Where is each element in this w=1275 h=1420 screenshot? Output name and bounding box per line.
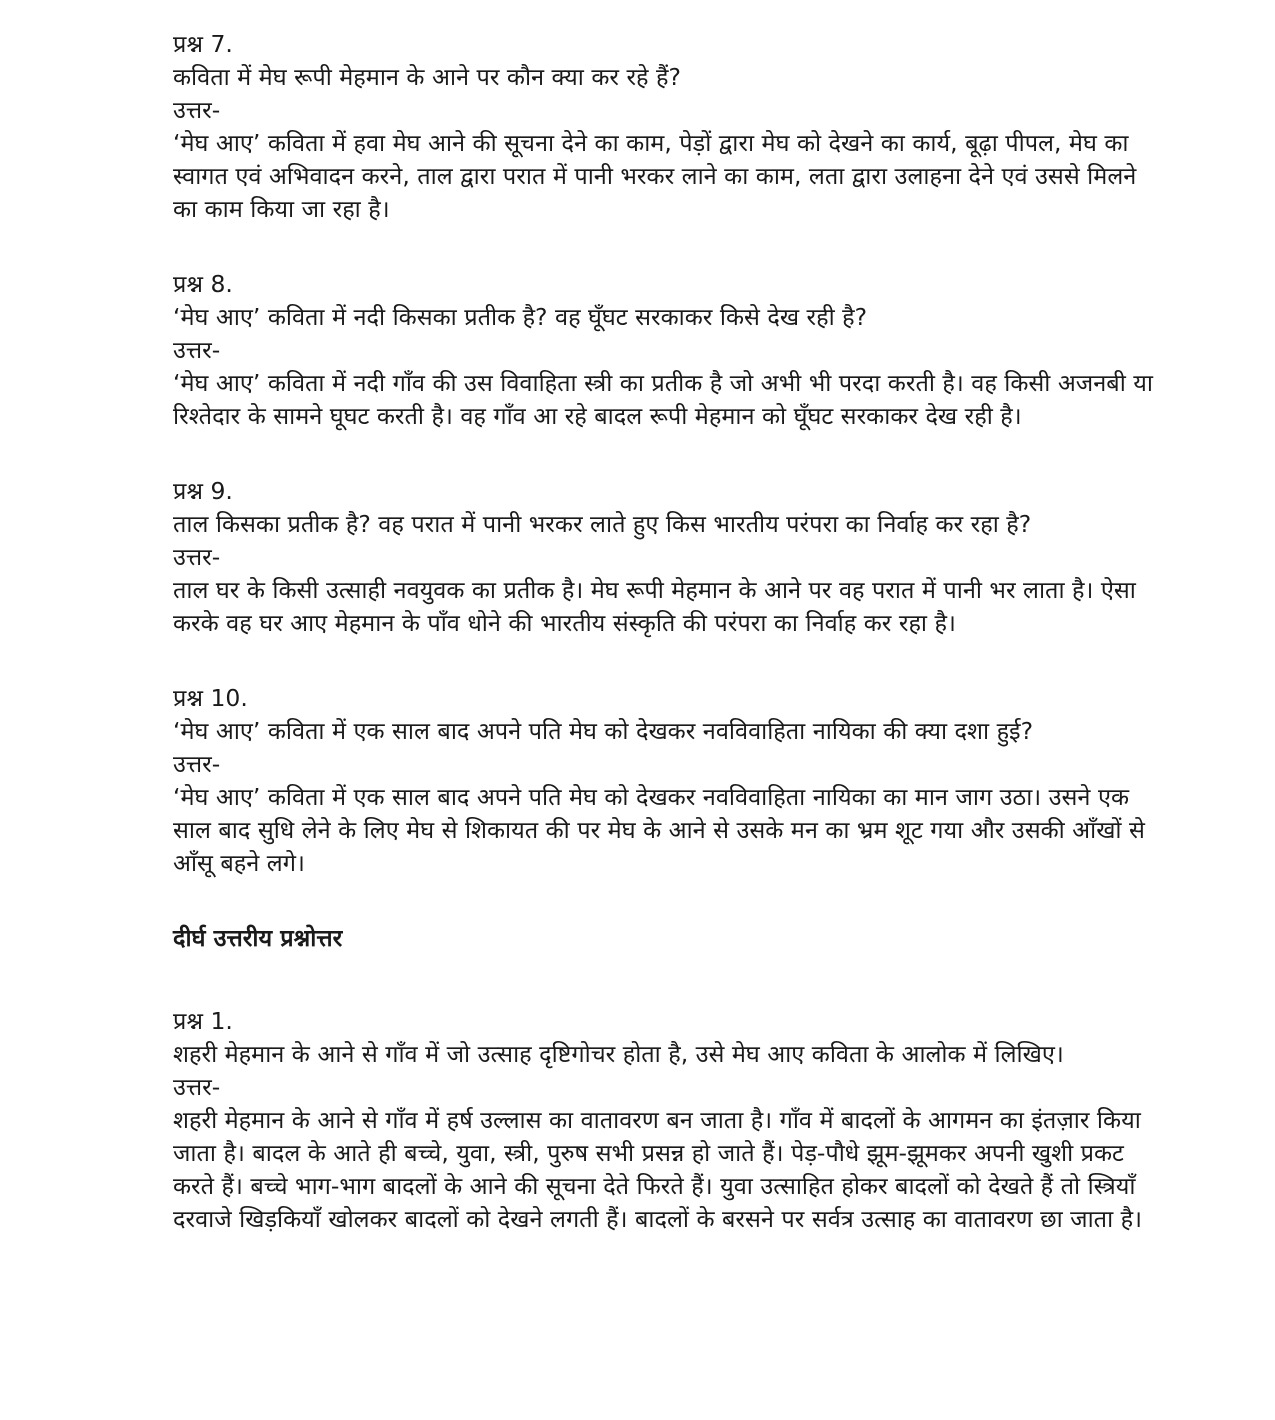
answer-label: उत्तर- [173,96,221,124]
question-number: प्रश्न 7. [173,30,233,58]
question-block-10 [173,682,1163,880]
answer-label: उत्तर- [173,750,221,778]
question-text: ‘मेघ आए’ कविता में एक साल बाद अपने पति मेघ को देखकर नवविवाहिता नायिका की क्या दशा हुई? [173,717,1034,745]
question-text: ‘मेघ आए’ कविता में नदी किसका प्रतीक है? वह घूँघट सरकाकर किसे देख रही है? [173,303,868,331]
answer-text: ‘मेघ आए’ कविता में नदी गाँव की उस विवाहिता स्त्री का प्रतीक है जो अभी भी परदा करती है। वह किसी अजनबी या रिश्तेदार के सामने घूघट करती है। वह गाँव आ रहे बादल रूपी मेहमान को घूँघट सरकाकर देख रही है। [173,369,1153,430]
answer-label: उत्तर- [173,1073,221,1101]
answer-label: उत्तर- [173,336,221,364]
question-number: प्रश्न 10. [173,684,248,712]
answer-text: ‘मेघ आए’ कविता में हवा मेघ आने की सूचना देने का काम, पेड़ों द्वारा मेघ को देखने का कार्य, बूढ़ा पीपल, मेघ का स्वागत एवं अभिवादन करने, ताल द्वारा परात में पानी भरकर लाने का काम, लता द्वारा उलाहना देने एवं उससे मिलने का काम किया जा रहा है। [173,129,1137,223]
question-text: शहरी मेहमान के आने से गाँव में जो उत्साह दृष्टिगोचर होता है, उसे मेघ आए कविता के आलोक में लिखिए। [173,1040,1064,1068]
question-block-7 [173,28,1163,226]
long-question-block-1 [173,1005,1163,1236]
answer-text: ताल घर के किसी उत्साही नवयुवक का प्रतीक है। मेघ रूपी मेहमान के आने पर वह परात में पानी भर लाता है। ऐसा करके वह घर आए मेहमान के पाँव धोने की भारतीय संस्कृति की परंपरा का निर्वाह कर रहा है। [173,576,1136,637]
answer-label: उत्तर- [173,543,221,571]
question-block-9 [173,475,1163,640]
answer-text: शहरी मेहमान के आने से गाँव में हर्ष उल्लास का वातावरण बन जाता है। गाँव में बादलों के आगमन का इंतज़ार किया जाता है। बादल के आते ही बच्चे, युवा, स्त्री, पुरुष सभी प्रसन्न हो जाते हैं। पेड़-पौधे झूम-झूमकर अपनी खुशी प्रकट करते हैं। बच्चे भाग-भाग बादलों के आने की सूचना देते फिरते हैं। युवा उत्साहित होकर बादलों को देखते हैं तो स्त्रियाँ दरवाजे खिड़कियाँ खोलकर बादलों को देखने लगती हैं। बादलों के बरसने पर सर्वत्र उत्साह का वातावरण छा जाता है। [173,1106,1143,1233]
question-number: प्रश्न 8. [173,270,233,298]
question-text: ताल किसका प्रतीक है? वह परात में पानी भरकर लाते हुए किस भारतीय परंपरा का निर्वाह कर रहा है? [173,510,1032,538]
question-text: कविता में मेघ रूपी मेहमान के आने पर कौन क्या कर रहे हैं? [173,63,681,91]
document-page [173,28,1163,1278]
section-heading-long-answers: दीर्घ उत्तरीय प्रश्नोत्तर [173,924,343,952]
question-number: प्रश्न 9. [173,477,233,505]
question-block-8 [173,268,1163,433]
answer-text: ‘मेघ आए’ कविता में एक साल बाद अपने पति मेघ को देखकर नवविवाहिता नायिका का मान जाग उठा। उसने एक साल बाद सुधि लेने के लिए मेघ से शिकायत की पर मेघ के आने से उसके मन का भ्रम शूट गया और उसकी आँखों से आँसू बहने लगे। [173,783,1145,877]
question-number: प्रश्न 1. [173,1007,233,1035]
